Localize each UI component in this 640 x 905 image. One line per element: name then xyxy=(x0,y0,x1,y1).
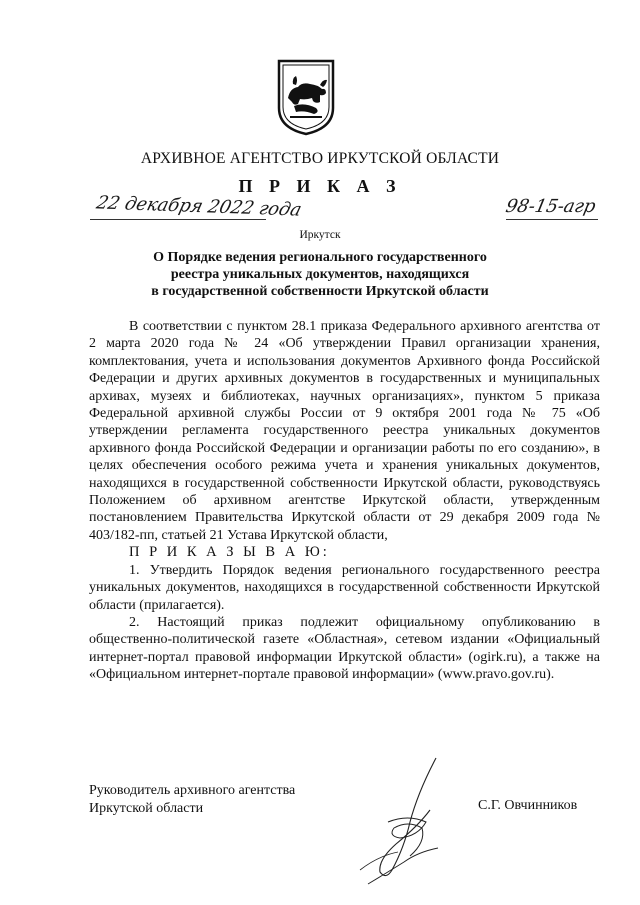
subject-line-2: реестра уникальных документов, находящихся xyxy=(170,267,470,282)
number-underline xyxy=(506,219,598,220)
signatory-title xyxy=(89,782,295,818)
subject-line-3: в государственной собственности Иркутской области xyxy=(151,284,489,299)
document-type-title: П Р И К А З xyxy=(238,176,402,196)
handwritten-signature xyxy=(348,752,458,892)
signatory-title-line-1: Руководитель архивного агентства xyxy=(89,783,296,798)
order-word: П Р И К А З Ы В А Ю: xyxy=(129,544,330,561)
handwritten-number: 98-15-агр xyxy=(503,196,598,217)
order-item-2: 2. Настоящий приказ подлежит официальному опубликованию в общественно-политической газете «Областная», сетевом издании «Официальный интернет-портал правовой информации Иркутской области» (ogirk.ru), а также на «Официальном интернет-портале правовой информации» (www.pravo.gov.ru). xyxy=(89,614,600,683)
date-underline xyxy=(90,219,266,220)
signatory-name: С.Г. Овчинников xyxy=(478,798,578,813)
signatory-title-line-2: Иркутской области xyxy=(89,801,204,816)
city: Иркутск xyxy=(299,229,341,241)
agency-name: АРХИВНОЕ АГЕНТСТВО ИРКУТСКОЙ ОБЛАСТИ xyxy=(140,150,500,167)
order-subject xyxy=(0,249,640,300)
preamble-paragraph: В соответствии с пунктом 28.1 приказа Федерального архивного агентства от 2 марта 2020 года № 24 «Об утверждении Правил организации хранения, комплектования, учета и использования документов Архивного фонда Российской Федерации и других архивных документов в государственных и муниципальных архивах, музеях и библиотеках, научных организациях», пунктом 5 приказа Федеральной архивной службы России от 9 октября 2001 года № 75 «Об утверждении регламента государственного реестра уникальных документов архивного фонда Российской Федерации и организации работы по его созданию», в целях обеспечения особого режима учета и хранения уникальных документов, находящихся в государственной собственности Иркутской области, руководствуясь Положением об архивном агентстве Иркутской области, утвержденным постановлением Правительства Иркутской области от 29 декабря 2009 года № 403/182-пп, статьей 21 Устава Иркутской области, xyxy=(89,319,600,543)
subject-line-1: О Порядке ведения регионального государственного xyxy=(153,250,487,265)
handwritten-date: 22 декабря 2022 года xyxy=(94,192,304,221)
order-body xyxy=(89,318,600,684)
coat-of-arms-emblem xyxy=(276,58,336,136)
order-item-1: 1. Утвердить Порядок ведения регионального государственного реестра уникальных документов, находящихся в государственной собственности Иркутской области (прилагается). xyxy=(89,562,600,613)
